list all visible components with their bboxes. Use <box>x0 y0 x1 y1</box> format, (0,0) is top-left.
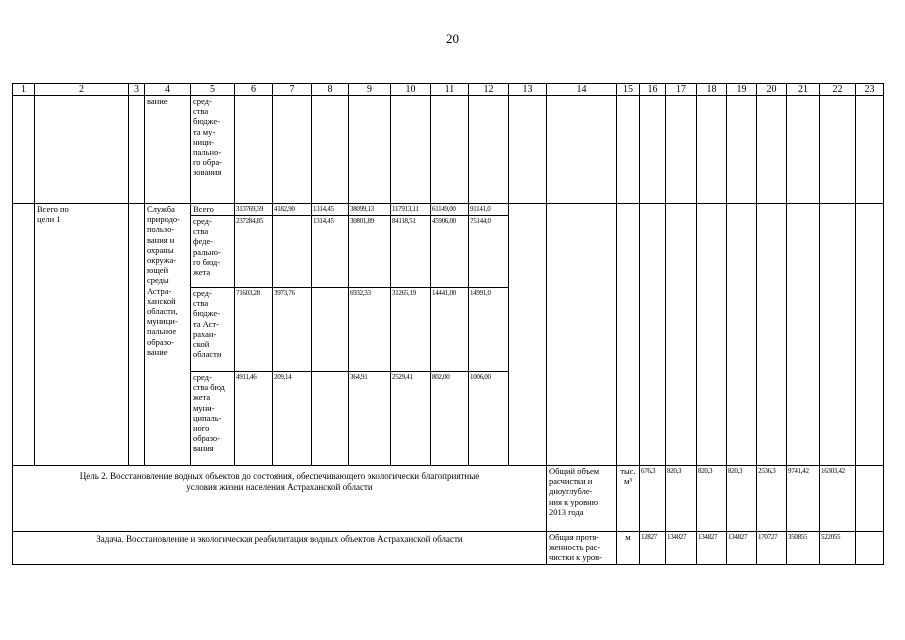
header-cell: 6 <box>235 84 273 96</box>
header-cell: 10 <box>391 84 431 96</box>
value-cell: 71603,28 <box>235 288 273 372</box>
value-cell: 84118,51 <box>391 216 431 288</box>
value-cell: 14991,0 <box>469 288 509 372</box>
header-cell: 2 <box>35 84 129 96</box>
header-cell: 3 <box>129 84 145 96</box>
total-label: Всего по цели 1 <box>35 204 129 466</box>
value-cell: 313769,59 <box>235 204 273 216</box>
value-cell: 38099,13 <box>349 204 391 216</box>
header-cell: 14 <box>547 84 617 96</box>
header-cell: 13 <box>509 84 547 96</box>
funding-source: сред- ства бюдже- та Аст- рахан- ской области <box>191 288 235 372</box>
header-cell: 23 <box>856 84 884 96</box>
value-cell: 820,3 <box>697 466 727 532</box>
value-cell: 75144,0 <box>469 216 509 288</box>
header-cell: 15 <box>617 84 640 96</box>
header-cell: 1 <box>13 84 35 96</box>
value-cell: 134827 <box>697 532 727 565</box>
header-cell: 18 <box>697 84 727 96</box>
value-cell: 16303,42 <box>820 466 856 532</box>
funding-source: сред- ства бюд жета муни- ципаль- ного образо- вания <box>191 372 235 466</box>
value-cell <box>312 372 349 466</box>
header-cell: 11 <box>431 84 469 96</box>
value-cell: 3973,76 <box>273 288 312 372</box>
value-cell: 134827 <box>727 532 757 565</box>
value-cell: 30801,89 <box>349 216 391 288</box>
header-cell: 22 <box>820 84 856 96</box>
value-cell: 209,14 <box>273 372 312 466</box>
value-cell: 2529,41 <box>391 372 431 466</box>
page-number: 20 <box>446 31 459 46</box>
executor-cont: вание <box>145 96 191 204</box>
column-number-row <box>13 84 884 96</box>
value-cell: 820,3 <box>727 466 757 532</box>
value-cell: 61149,00 <box>431 204 469 216</box>
value-cell: 522055 <box>820 532 856 565</box>
value-cell <box>273 216 312 288</box>
value-cell: 6932,33 <box>349 288 391 372</box>
value-cell: 2536,3 <box>757 466 787 532</box>
header-cell: 7 <box>273 84 312 96</box>
header-cell: 21 <box>787 84 820 96</box>
program-table <box>12 83 884 565</box>
value-cell: 12827 <box>640 532 666 565</box>
value-cell: 1314,45 <box>312 216 349 288</box>
value-cell: 820,3 <box>666 466 697 532</box>
value-cell: 802,00 <box>431 372 469 466</box>
value-cell: 91141,0 <box>469 204 509 216</box>
value-cell: 9741,42 <box>787 466 820 532</box>
header-cell: 5 <box>191 84 235 96</box>
value-cell: 31265,19 <box>391 288 431 372</box>
funding-source: сред- ства бюдже- та му- ници- пально- го обра- зования <box>191 96 235 204</box>
header-cell: 9 <box>349 84 391 96</box>
header-cell: 4 <box>145 84 191 96</box>
header-cell: 20 <box>757 84 787 96</box>
value-cell: 45906,00 <box>431 216 469 288</box>
header-cell: 19 <box>727 84 757 96</box>
value-cell: 1006,00 <box>469 372 509 466</box>
header-cell: 12 <box>469 84 509 96</box>
task-row <box>13 532 884 565</box>
funding-source: сред- ства феде- рально- го бюд- жета <box>191 216 235 288</box>
goal-2-text: Цель 2. Восстановление водных объектов до состояния, обеспечивающего экологически благоприятные условия жизни населения Астраханской области <box>13 466 547 532</box>
header-cell: 8 <box>312 84 349 96</box>
value-cell: 117913,11 <box>391 204 431 216</box>
indicator-name: Общий объем расчистки и дноуглубле- ния к уровню 2013 года <box>547 466 617 532</box>
value-cell <box>312 288 349 372</box>
value-cell: 237284,85 <box>235 216 273 288</box>
header-cell: 16 <box>640 84 666 96</box>
unit-cell: тыс. м³ <box>617 466 640 532</box>
value-cell: 1314,45 <box>312 204 349 216</box>
indicator-name: Общая протя- женность рас- чистки к уров- <box>547 532 617 565</box>
task-text: Задача. Восстановление и экологическая реабилитация водных объектов Астраханской области <box>13 532 547 565</box>
funding-source: Всего <box>191 204 235 216</box>
unit-cell: м <box>617 532 640 565</box>
value-cell: 4911,46 <box>235 372 273 466</box>
value-cell: 4182,90 <box>273 204 312 216</box>
value-cell: 170727 <box>757 532 787 565</box>
total-row-all <box>13 204 884 216</box>
executor: Служба природо- пользо- вания и охраны окружа- ющей среды Астра- ханской области, муници- пальное образо- вание <box>145 204 191 466</box>
value-cell: 14441,00 <box>431 288 469 372</box>
continuation-row <box>13 96 884 204</box>
goal-2-row <box>13 466 884 532</box>
value-cell: 350855 <box>787 532 820 565</box>
value-cell: 676,3 <box>640 466 666 532</box>
header-cell: 17 <box>666 84 697 96</box>
value-cell: 364,91 <box>349 372 391 466</box>
value-cell: 134827 <box>666 532 697 565</box>
